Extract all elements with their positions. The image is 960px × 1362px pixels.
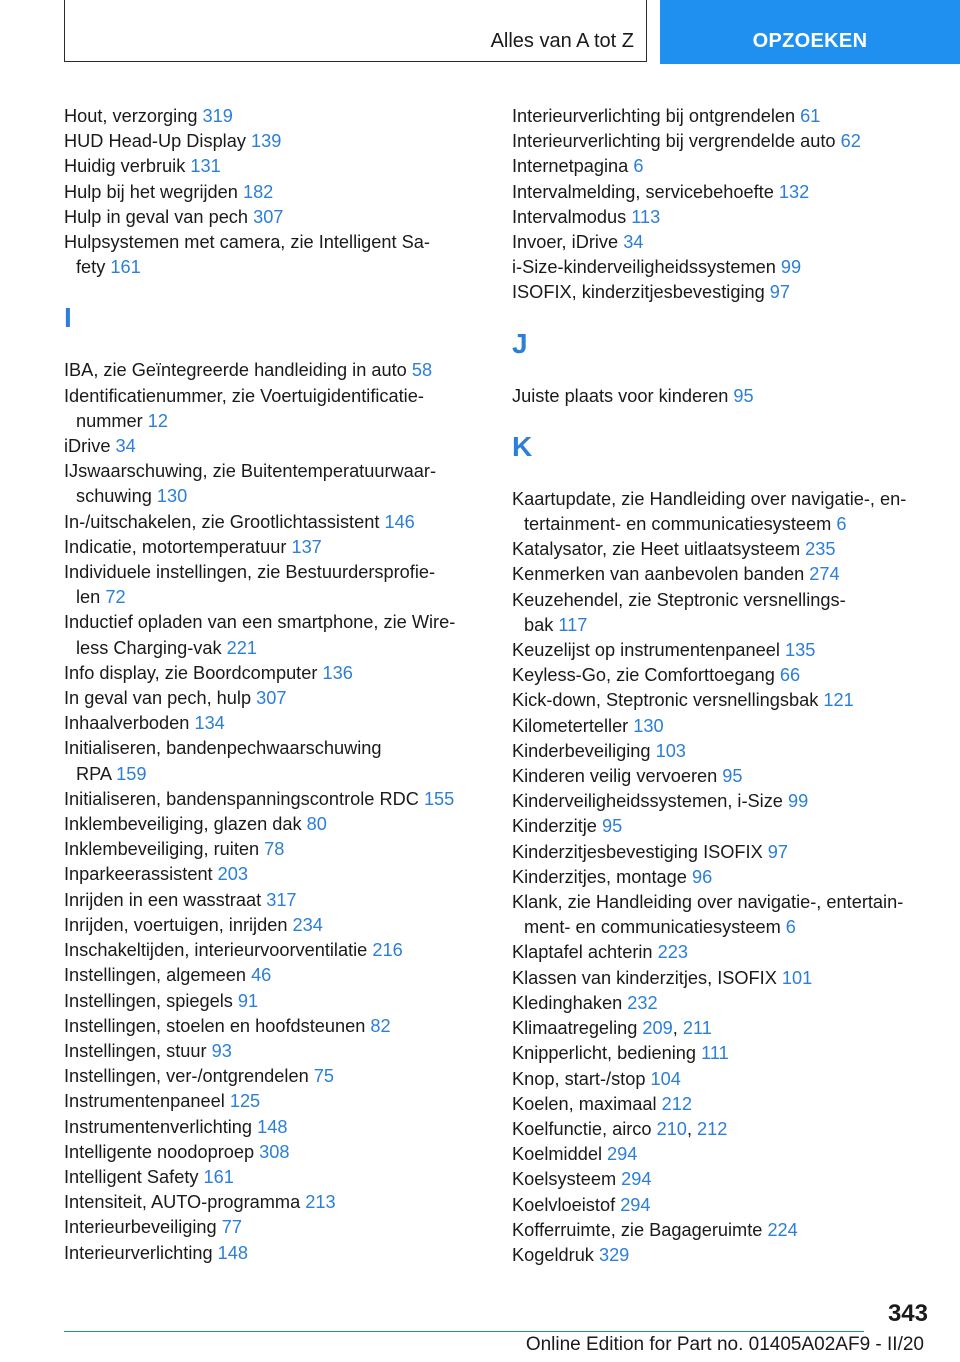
entry-text: Katalysator, zie Heet uitlaatsysteem xyxy=(512,539,806,560)
page-link[interactable]: 307 xyxy=(253,206,284,227)
index-entry xyxy=(512,1067,942,1092)
page-link[interactable]: 117 xyxy=(558,614,588,635)
page-link[interactable]: 75 xyxy=(313,1066,334,1087)
index-entry xyxy=(512,129,942,154)
page-link[interactable]: 307 xyxy=(256,688,287,709)
index-entry xyxy=(512,154,942,179)
page-link[interactable]: 58 xyxy=(411,360,433,381)
index-entry xyxy=(64,862,494,887)
entry-text: Inrijden, voertuigen, inrijden xyxy=(64,914,293,935)
index-entry xyxy=(512,764,942,789)
page-link[interactable]: 134 xyxy=(194,713,225,734)
index-entry xyxy=(512,1218,942,1243)
index-entry xyxy=(64,104,494,129)
entry-text: Indicatie, motortemperatuur xyxy=(64,536,292,557)
entry-text: IBA, zie Geïntegreerde handleiding in auto xyxy=(64,360,412,381)
page-link[interactable]: 161 xyxy=(203,1166,234,1187)
entry-text: Koelmiddel xyxy=(512,1144,608,1165)
entry-text: Inductief opladen van een smartphone, zie Wire- xyxy=(64,612,456,633)
page-link[interactable]: 46 xyxy=(251,965,272,986)
entry-text: i-Size-kinderveiligheidssystemen xyxy=(512,257,781,278)
index-entry xyxy=(64,535,494,560)
entry-text: Intervalmelding, servicebehoefte xyxy=(512,181,779,202)
index-entry: Klimaatregeling 209, 211 xyxy=(512,1018,712,1039)
entry-text: Klank, zie Handleiding over navigatie-, entertain- xyxy=(512,892,904,913)
entry-text: ISOFIX, kinderzitjesbevestiging xyxy=(512,282,770,303)
index-entry xyxy=(64,1014,494,1039)
index-entry: Koelfunctie, airco 210, 212 xyxy=(512,1118,728,1139)
page-link[interactable]: 294 xyxy=(620,1194,651,1215)
page-link[interactable]: 161 xyxy=(110,257,141,278)
entry-text: Initialiseren, bandenpechwaarschuwing xyxy=(64,738,382,759)
entry-text: Intensiteit, AUTO-programma xyxy=(64,1192,306,1213)
index-entry xyxy=(512,562,942,587)
entry-text: Inklembeveiliging, glazen dak xyxy=(64,814,307,835)
entry-text: Kofferruimte, zie Bagageruimte xyxy=(512,1219,768,1240)
page-link[interactable]: 203 xyxy=(217,864,249,885)
entry-text: Inparkeerassistent xyxy=(64,864,218,885)
index-entry xyxy=(512,890,942,940)
index-entry xyxy=(64,1215,494,1240)
entry-text: In-/uitschakelen, zie Grootlichtassistent xyxy=(64,511,385,532)
page-link[interactable]: 99 xyxy=(787,791,809,812)
entry-text: Kinderzitjes, montage xyxy=(512,866,692,887)
page-link[interactable]: 6 xyxy=(836,514,847,535)
page-link[interactable]: 101 xyxy=(781,967,813,988)
entry-text: Klimaatregeling xyxy=(512,1018,643,1039)
index-entry xyxy=(512,280,942,305)
entry-text: Hulp in geval van pech xyxy=(64,206,254,227)
entry-text: Koelvloeistof xyxy=(512,1194,621,1215)
index-entry xyxy=(512,487,942,537)
index-entry xyxy=(512,1167,942,1192)
index-entry xyxy=(64,1190,494,1215)
entry-text: Instellingen, spiegels xyxy=(64,990,238,1011)
index-entry xyxy=(64,180,494,205)
index-entry xyxy=(512,739,942,764)
entry-text: Hulp bij het wegrijden xyxy=(64,181,243,202)
section-letter: K xyxy=(512,430,533,462)
entry-text: Internetpagina xyxy=(512,156,634,177)
index-entry xyxy=(64,686,494,711)
index-entry xyxy=(64,812,494,837)
entry-text: Intervalmodus xyxy=(512,206,632,227)
index-entry xyxy=(512,384,942,409)
entry-text: HUD Head-Up Display xyxy=(64,131,251,152)
entry-text: Info display, zie Boordcomputer xyxy=(64,662,323,683)
index-entry xyxy=(512,638,942,663)
entry-text: schuwing xyxy=(76,486,157,507)
index-entry xyxy=(512,1193,942,1218)
page-link[interactable]: 136 xyxy=(322,662,353,683)
index-entry xyxy=(512,180,942,205)
tab-index-label: Alles van A tot Z xyxy=(490,30,634,52)
page-number: 343 xyxy=(887,1300,928,1327)
page-link[interactable]: 234 xyxy=(292,914,323,935)
index-entry xyxy=(64,358,494,383)
entry-text: IJswaarschuwing, zie Buitentemperatuurwaar- xyxy=(64,461,437,482)
section-letter: I xyxy=(64,302,72,334)
entry-text: Interieurverlichting xyxy=(64,1242,218,1263)
entry-text: Keuzehendel, zie Steptronic versnellings- xyxy=(512,589,846,610)
page-link[interactable]: 93 xyxy=(211,1040,232,1061)
entry-text: Inklembeveiliging, ruiten xyxy=(64,839,265,860)
index-entry xyxy=(64,510,494,535)
entry-text: less Charging-vak xyxy=(76,637,227,658)
index-entry xyxy=(512,865,942,890)
index-entry xyxy=(64,661,494,686)
index-entry xyxy=(512,714,942,739)
entry-text: Keyless-Go, zie Comforttoegang xyxy=(512,665,780,686)
index-entry xyxy=(512,688,942,713)
entry-text: Inhaalverboden xyxy=(64,713,195,734)
entry-text: Kinderzitje xyxy=(512,816,602,837)
entry-text: Kick-down, Steptronic versnellingsbak xyxy=(512,690,824,711)
page-link[interactable]: 62 xyxy=(840,131,861,152)
index-entry xyxy=(512,814,942,839)
entry-text: Kilometerteller xyxy=(512,715,634,736)
page-link[interactable]: 99 xyxy=(780,257,802,278)
page-link[interactable]: 146 xyxy=(384,511,415,532)
index-entry xyxy=(64,888,494,913)
index-column-left xyxy=(64,104,494,1266)
page-link[interactable]: 121 xyxy=(823,690,854,711)
page-link[interactable]: 77 xyxy=(221,1217,242,1238)
entry-text: Interieurverlichting bij vergrendelde auto xyxy=(512,131,841,152)
entry-text: Kinderen veilig vervoeren xyxy=(512,766,723,787)
entry-text: Kinderzitjesbevestiging ISOFIX xyxy=(512,841,768,862)
entry-text: Instellingen, stuur xyxy=(64,1040,212,1061)
entry-text: Interieurverlichting bij ontgrendelen xyxy=(512,106,801,126)
page-link[interactable]: 294 xyxy=(621,1169,652,1190)
index-entry xyxy=(512,663,942,688)
page-link[interactable]: 182 xyxy=(242,181,274,202)
entry-text: Individuele instellingen, zie Bestuurdersprofie- xyxy=(64,562,436,583)
top-navigation xyxy=(64,0,960,64)
entry-text: Inrijden in een wasstraat xyxy=(64,889,267,910)
index-entry xyxy=(512,1041,942,1066)
page-link[interactable]: 221 xyxy=(226,637,257,658)
index-entry xyxy=(512,588,942,638)
page-link[interactable]: 34 xyxy=(623,232,644,253)
entry-text: Kinderbeveiliging xyxy=(512,740,656,761)
entry-text: bak xyxy=(524,614,559,635)
page-link[interactable]: 132 xyxy=(778,181,810,202)
page-link[interactable]: 148 xyxy=(217,1242,249,1263)
entry-text: len xyxy=(76,587,106,608)
index-entry xyxy=(64,384,494,434)
page-link[interactable]: 66 xyxy=(779,665,801,686)
entry-text: Instellingen, ver-/ontgrendelen xyxy=(64,1066,314,1087)
page-link[interactable]: 319 xyxy=(202,106,233,126)
entry-text: Inschakeltijden, interieurvoorventilatie xyxy=(64,940,373,961)
entry-text: Keuzelijst op instrumentenpaneel xyxy=(512,640,785,661)
page-link[interactable]: 103 xyxy=(655,740,686,761)
page-link[interactable]: 80 xyxy=(306,814,327,835)
index-entry xyxy=(64,1241,494,1266)
entry-text: Interieurbeveiliging xyxy=(64,1217,222,1238)
entry-text: fety xyxy=(76,257,111,278)
page-link[interactable]: 223 xyxy=(657,942,688,963)
page-link[interactable]: 209 xyxy=(642,1018,673,1039)
entry-text: RPA xyxy=(76,763,117,784)
index-entry xyxy=(512,205,942,230)
page-link[interactable]: 12 xyxy=(147,410,168,431)
index-entry xyxy=(64,1064,494,1089)
index-entry xyxy=(64,1115,494,1140)
index-entry xyxy=(64,434,494,459)
index-entry xyxy=(512,1092,942,1117)
entry-text: Juiste plaats voor kinderen xyxy=(512,385,734,406)
index-entry xyxy=(512,1243,942,1268)
entry-text: Kenmerken van aanbevolen banden xyxy=(512,564,810,585)
entry-text: Kaartupdate, zie Handleiding over navigatie-, en- xyxy=(512,488,907,509)
index-entry xyxy=(64,913,494,938)
index-entry xyxy=(64,230,494,280)
page-link[interactable]: 274 xyxy=(809,564,840,585)
entry-text: ment- en communicatiesysteem xyxy=(524,917,786,938)
index-entry xyxy=(512,991,942,1016)
entry-text: Intelligent Safety xyxy=(64,1166,204,1187)
entry-text: Initialiseren, bandenspanningscontrole RDC xyxy=(64,788,424,809)
index-entry xyxy=(64,154,494,179)
index-entry xyxy=(512,537,942,562)
page-link[interactable]: 104 xyxy=(650,1068,681,1089)
page-link[interactable]: 155 xyxy=(423,788,455,809)
index-entry xyxy=(64,129,494,154)
page-link[interactable]: 224 xyxy=(767,1219,798,1240)
entry-text: Instellingen, algemeen xyxy=(64,965,252,986)
entry-text: Koelen, maximaal xyxy=(512,1093,662,1114)
page-link[interactable]: 212 xyxy=(697,1118,728,1139)
page-link[interactable]: 97 xyxy=(767,841,788,862)
entry-text: Klaptafel achterin xyxy=(512,942,658,963)
page-link[interactable]: 130 xyxy=(633,715,664,736)
page-link[interactable]: 294 xyxy=(607,1144,638,1165)
entry-text: In geval van pech, hulp xyxy=(64,688,257,709)
tab-index-a-to-z[interactable] xyxy=(64,0,647,62)
index-entry xyxy=(64,837,494,862)
page-link[interactable]: 95 xyxy=(733,385,754,406)
page-link[interactable]: 111 xyxy=(701,1043,729,1064)
page-link[interactable]: 130 xyxy=(156,486,188,507)
footer-rule xyxy=(64,1331,864,1332)
page-link[interactable]: 235 xyxy=(805,539,836,560)
entry-text: Hulpsystemen met camera, zie Intelligent Sa- xyxy=(64,232,430,253)
index-entry xyxy=(512,104,942,129)
page-link[interactable]: 97 xyxy=(769,282,791,303)
index-entry xyxy=(512,966,942,991)
page-link[interactable]: 6 xyxy=(633,156,644,177)
index-entry xyxy=(512,1142,942,1167)
page-link[interactable]: 125 xyxy=(229,1091,261,1112)
entry-text: Kinderveiligheidssystemen, i-Size xyxy=(512,791,788,812)
page-link[interactable]: 95 xyxy=(722,766,743,787)
index-entry xyxy=(512,840,942,865)
page-link[interactable]: 135 xyxy=(784,640,816,661)
entry-text: Identificatienummer, zie Voertuigidentificatie- xyxy=(64,385,424,406)
index-entry xyxy=(64,787,494,812)
index-entry xyxy=(64,711,494,736)
index-entry xyxy=(64,1165,494,1190)
index-entry xyxy=(64,459,494,509)
entry-text: tertainment- en communicatiesysteem xyxy=(524,514,837,535)
entry-text: Intelligente noodoproep xyxy=(64,1141,260,1162)
entry-text: nummer xyxy=(76,410,148,431)
page-link[interactable]: 91 xyxy=(237,990,259,1011)
page-link[interactable]: 317 xyxy=(266,889,297,910)
index-entry xyxy=(64,938,494,963)
page-link[interactable]: 82 xyxy=(370,1015,391,1036)
entry-text: Koelsysteem xyxy=(512,1169,622,1190)
page-link[interactable]: 95 xyxy=(601,816,623,837)
page-link[interactable]: 308 xyxy=(259,1141,290,1162)
entry-text: Knipperlicht, bediening xyxy=(512,1043,702,1064)
footer-edition: Online Edition for Part no. 01405A02AF9 - II/20 xyxy=(525,1334,924,1355)
entry-text: Huidig verbruik xyxy=(64,156,191,177)
index-entry xyxy=(512,230,942,255)
index-entry xyxy=(64,610,494,660)
index-entry xyxy=(64,1140,494,1165)
index-entry xyxy=(64,963,494,988)
page-link[interactable]: 34 xyxy=(115,436,136,457)
tab-search-label: OPZOEKEN xyxy=(752,30,868,52)
index-entry xyxy=(512,789,942,814)
entry-text: Koelfunctie, airco xyxy=(512,1118,657,1139)
index-entry xyxy=(64,736,494,786)
page-link[interactable]: 61 xyxy=(800,106,821,126)
entry-text: Kogeldruk xyxy=(512,1244,599,1265)
page-link[interactable]: 72 xyxy=(105,587,126,608)
index-entry xyxy=(64,205,494,230)
index-column-right xyxy=(512,104,942,1268)
index-entry xyxy=(64,1089,494,1114)
index-entry xyxy=(64,560,494,610)
page-link[interactable]: 6 xyxy=(785,917,796,938)
page-link[interactable]: 213 xyxy=(305,1192,336,1213)
page-link[interactable]: 131 xyxy=(190,156,221,177)
page-link[interactable]: 211 xyxy=(682,1018,712,1039)
page-link[interactable]: 78 xyxy=(264,839,285,860)
entry-text: Instellingen, stoelen en hoofdsteunen xyxy=(64,1015,371,1036)
section-letter: J xyxy=(512,327,528,359)
page-link[interactable]: 329 xyxy=(598,1244,630,1265)
page-link[interactable]: 159 xyxy=(116,763,147,784)
page-link[interactable]: 212 xyxy=(661,1093,692,1114)
index-entry xyxy=(512,255,942,280)
page-link[interactable]: 139 xyxy=(250,131,282,152)
entry-text: Knop, start-/stop xyxy=(512,1068,651,1089)
page-link[interactable]: 216 xyxy=(372,940,403,961)
tab-search[interactable] xyxy=(660,0,960,64)
page-link[interactable]: 148 xyxy=(257,1116,288,1137)
entry-text: Instrumentenpaneel xyxy=(64,1091,230,1112)
page-link[interactable]: 210 xyxy=(656,1118,687,1139)
entry-text: Klassen van kinderzitjes, ISOFIX xyxy=(512,967,782,988)
entry-text: Invoer, iDrive xyxy=(512,232,624,253)
page-link[interactable]: 113 xyxy=(631,206,661,227)
entry-text: Hout, verzorging xyxy=(64,106,203,126)
index-entry xyxy=(64,1039,494,1064)
page-link[interactable]: 137 xyxy=(291,536,322,557)
page-link[interactable]: 96 xyxy=(691,866,713,887)
index-entry xyxy=(64,989,494,1014)
entry-text: iDrive xyxy=(64,436,116,457)
page-link[interactable]: 232 xyxy=(627,992,658,1013)
entry-text: Instrumentenverlichting xyxy=(64,1116,258,1137)
entry-text: Kledinghaken xyxy=(512,992,628,1013)
index-entry xyxy=(512,940,942,965)
